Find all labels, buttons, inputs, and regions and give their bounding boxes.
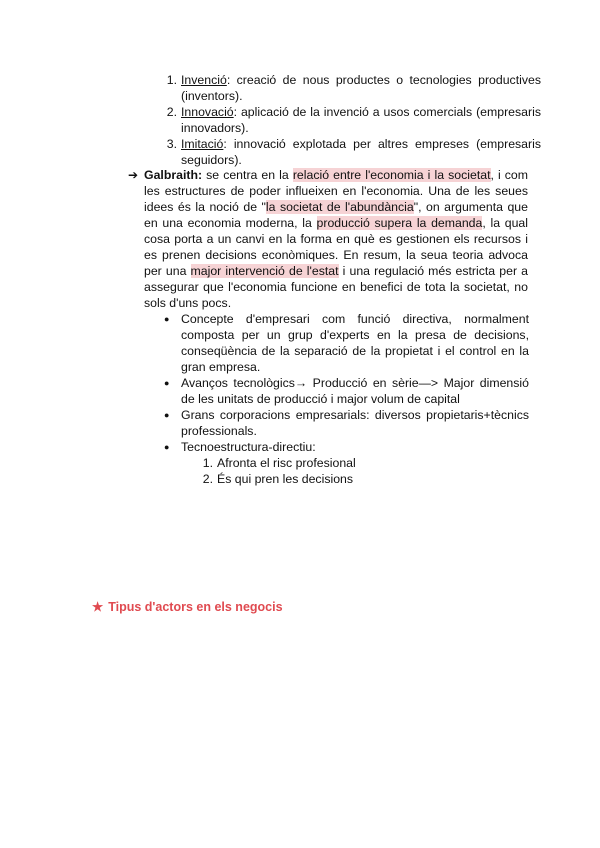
galbraith-paragraph	[128, 167, 529, 311]
list-text: Grans corporacions empresarials: diversos propietaris+tècnics professionals.	[181, 408, 529, 438]
highlight-state: major intervenció de l'estat	[190, 264, 339, 278]
list-text: És qui pren les decisions	[217, 472, 354, 486]
list-item	[166, 72, 541, 104]
bullet-icon: ●	[164, 378, 170, 388]
term-innovacio: Innovació	[181, 105, 234, 119]
highlight-abundance: la societat de l'abundància	[265, 200, 414, 214]
text-run: , la qual cosa porta a un canvi en la forma en què es gestionen els recursos i es prenen decisions econòmiques. En resum, la seua teoria advoca per una	[144, 216, 529, 278]
bullet-icon: ●	[164, 442, 170, 452]
list-item	[164, 439, 529, 455]
term-invencio: Invenció	[181, 73, 227, 87]
list-item	[202, 471, 477, 487]
list-text: : aplicació de la invenció a usos comercials (empresaris innovadors).	[181, 105, 541, 135]
list-item	[166, 136, 541, 168]
text-run: , i com les estructures de poder influeixen en l'economia. Una de les seues idees és la noció de "	[144, 168, 529, 214]
list-item	[164, 407, 529, 439]
text-run: ", on argumenta que en una economia moderna, la	[144, 200, 528, 230]
list-number: 3.	[166, 137, 177, 151]
list-text: Avanços tecnològics→ Producció en sèrie—> Major dimensió de les unitats de producció i major volum de capital	[181, 376, 529, 406]
list-item	[166, 104, 541, 136]
list-item	[164, 375, 529, 407]
arrow-right-icon: ➔	[128, 168, 139, 182]
star-icon: ★	[92, 600, 104, 614]
list-text: : creació de nous productes o tecnologies productives (inventors).	[181, 73, 541, 103]
list-text: Concepte d'empresari com funció directiva, normalment composta per un grup d'experts en la presa de decisions, conseqüència de la separació de la propietat i el control en la gran empresa.	[181, 312, 529, 374]
bullet-icon: ●	[164, 410, 170, 420]
text-run: se centra en la	[202, 168, 293, 182]
bullet-icon: ●	[164, 314, 170, 324]
list-text: Tecnoestructura-directiu:	[181, 440, 316, 454]
list-text: : innovació explotada per altres empreses (empresaris seguidors).	[181, 137, 541, 167]
list-number: 1.	[202, 456, 213, 470]
list-number: 1.	[166, 73, 177, 87]
highlight-production: producció supera la demanda	[316, 216, 483, 230]
galbraith-name: Galbraith:	[144, 168, 203, 182]
list-text: Afronta el risc profesional	[217, 456, 356, 470]
list-item	[202, 455, 477, 471]
list-item	[164, 311, 529, 375]
section-heading-text: Tipus d'actors en els negocis	[108, 600, 283, 614]
term-imitacio: Imitació	[181, 137, 224, 151]
section-heading	[92, 599, 283, 615]
list-number: 2.	[166, 105, 177, 119]
list-number: 2.	[202, 472, 213, 486]
highlight-relation: relació entre l'economia i la societat	[292, 168, 491, 182]
text-run: i una regulació més estricta per a assegurar que l'economia funcione en benefici de tota la societat, no sols d'uns pocs.	[144, 264, 528, 310]
